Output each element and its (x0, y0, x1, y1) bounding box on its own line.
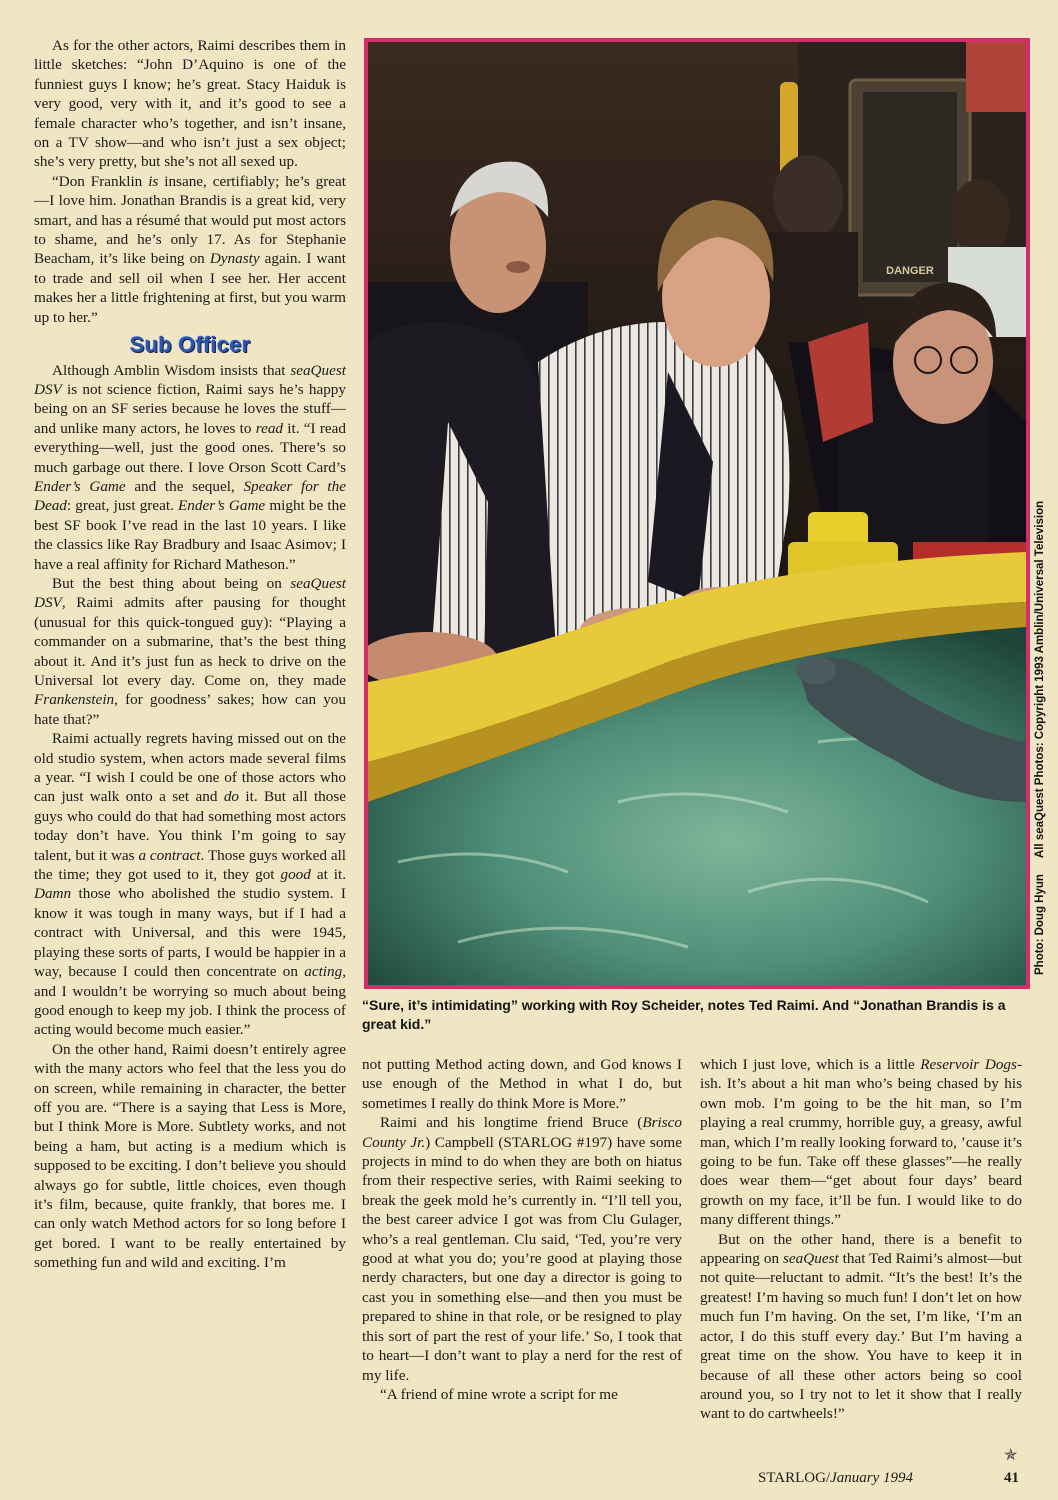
page-footer: STARLOG/January 1994 (758, 1470, 914, 1486)
section-subheading: Sub Officer (129, 332, 251, 358)
paragraph: Raimi actually regrets having missed out on the old studio system, when actors made several films a year. “I wish I could be one of those actors who can just walk onto a set and do it. But all those guys who could do that had something most actors today don’t have. You think I’m going to say talent, but it was a contract. Those guys worked all the time; they got used to it, they got good at it. Damn those who abolished the studio system. I know it was tough in many ways, but if I had a contract with Universal, and this were 1945, playing these sorts of parts, I would be happier in a way, because I could then concentrate on acting, and I wouldn’t be worrying so much about being good enough to keep my job. I think the process of acting would become much easier.” (34, 730, 347, 1039)
paragraph: On the other hand, Raimi doesn’t entirely agree with the many actors who feel that the less you do on screen, while remaining in character, the better off you are. “There is a saying that Less is More, but I think More is More. Subtlety works, and not being a ham, but acting is a medium which is supposed to be exciting. I don’t believe you should always go for subtle, little choices, even though it’s film, because, quite frankly, that bores me. I can only watch Method actors for so long before I get bored. I want to be really entertained by something fun and wild and exciting. I’m (34, 1040, 346, 1272)
photo-credit: Photo: Doug HyunAll seaQuest Photos: Copyright 1993 Amblin/Universal Television (1034, 500, 1046, 975)
paragraph: “Don Franklin is insane, certifiably; he’s great—I love him. Jonathan Brandis is a great kid, very smart, and has a résumé that would put most actors to shame, and he’s only 17. As for Stephanie Beacham, it’s like being on Dynasty again. I want to trade and sell oil when I see her. Her accent makes her a little frightening at first, but you warm up to her.” (34, 172, 346, 326)
paragraph: Raimi and his longtime friend Bruce (Brisco County Jr.) Campbell (STARLOG #197) have some projects in mind to do when they are both on hiatus from their respective series, with Raimi seeking to break the geek mold he’s currently in. “I’ll tell you, the best career advice I got was from Clu Gulager, who’s a real gentleman. Clu said, ‘Ted, you’re very good at what you do; you’re good at playing those nerdy characters, but one day a director is going to cast you in something else—and then you must be prepared to shine in that role, or be resigned to play this sort of part the rest of your life.’ So, I took that to heart—I don’t want to play a nerd for the rest of my life. (362, 1114, 682, 1384)
paragraph: “A friend of mine wrote a script for me (380, 1385, 618, 1403)
end-of-article-icon: ✯ (1004, 1447, 1018, 1464)
middle-column (362, 1055, 682, 1475)
paragraph: not putting Method acting down, and God knows I use enough of the Method in what I do, but sometimes I really do think More is More.” (362, 1056, 682, 1112)
page-number: 41 (1004, 1470, 1019, 1486)
left-column (34, 36, 346, 1476)
danger-sign: DANGER (886, 265, 934, 277)
feature-photo (364, 38, 1030, 989)
paragraph: Although Amblin Wisdom insists that seaQuest DSV is not science fiction, Raimi says he’s happy being on an SF series because he loves the stuff—and unlike many actors, he loves to read it. “I read everything—well, just the good ones. There’s so much garbage out there. I love Orson Scott Card’s Ender’s Game and the sequel, Speaker for the Dead: great, just great. Ender’s Game might be the best SF book I’ve read in the last 10 years. I like the classics like Ray Bradbury and Isaac Asimov; I have a real affinity for Richard Matheson.” (34, 361, 346, 573)
right-column (700, 1055, 1022, 1475)
paragraph: which I just love, which is a little Reservoir Dogs-ish. It’s about a hit man who’s being chased by his own mob. I’m going to be the hit man, so I’m playing a real crummy, horrible guy, a greasy, awful man, which I’m really looking forward to, ’cause it’s going to be fun. Take off these glasses”—he really does wear them—“get about four days’ beard growth on my face, it’ll be fun. I would like to do many different things.” (700, 1056, 1022, 1229)
photo-illustration (368, 42, 1026, 985)
photo-caption: “Sure, it’s intimidating” working with Roy Scheider, notes Ted Raimi. And “Jonathan Brandis is a great kid.” (362, 997, 1006, 1032)
paragraph: But on the other hand, there is a benefit to appearing on seaQuest that Ted Raimi’s almost—but not quite—reluctant to admit. “It’s the best! It’s the greatest! I’m having so much fun! I don’t let on how much fun I’m having. On the set, I’m like, ‘I’m an actor, I do this stuff every day.’ But I’m having a great time on the show. You have to keep it in because of all these other actors being so cool around you, so I try not to let it show that I really want to do cartwheels!” (700, 1230, 1022, 1423)
paragraph: As for the other actors, Raimi describes them in little sketches: “John D’Aquino is one of the funniest guys I know; he’s great. Stacy Haiduk is very good, very with it, and it’s good to see a female character who’s together, and isn’t insane, on a TV show—and who isn’t just a sex object; she’s very pretty, but she’s not all sexed up. (34, 37, 346, 171)
paragraph: But the best thing about being on seaQuest DSV, Raimi admits after pausing for thought (unusual for this quick-tongued guy): “Playing a commander on a submarine, that’s the best thing about it. And it’s just fun as heck to drive on the Universal lot every day. Come on, they made Frankenstein, for goodness’ sakes; how can you hate that?” (34, 574, 346, 728)
